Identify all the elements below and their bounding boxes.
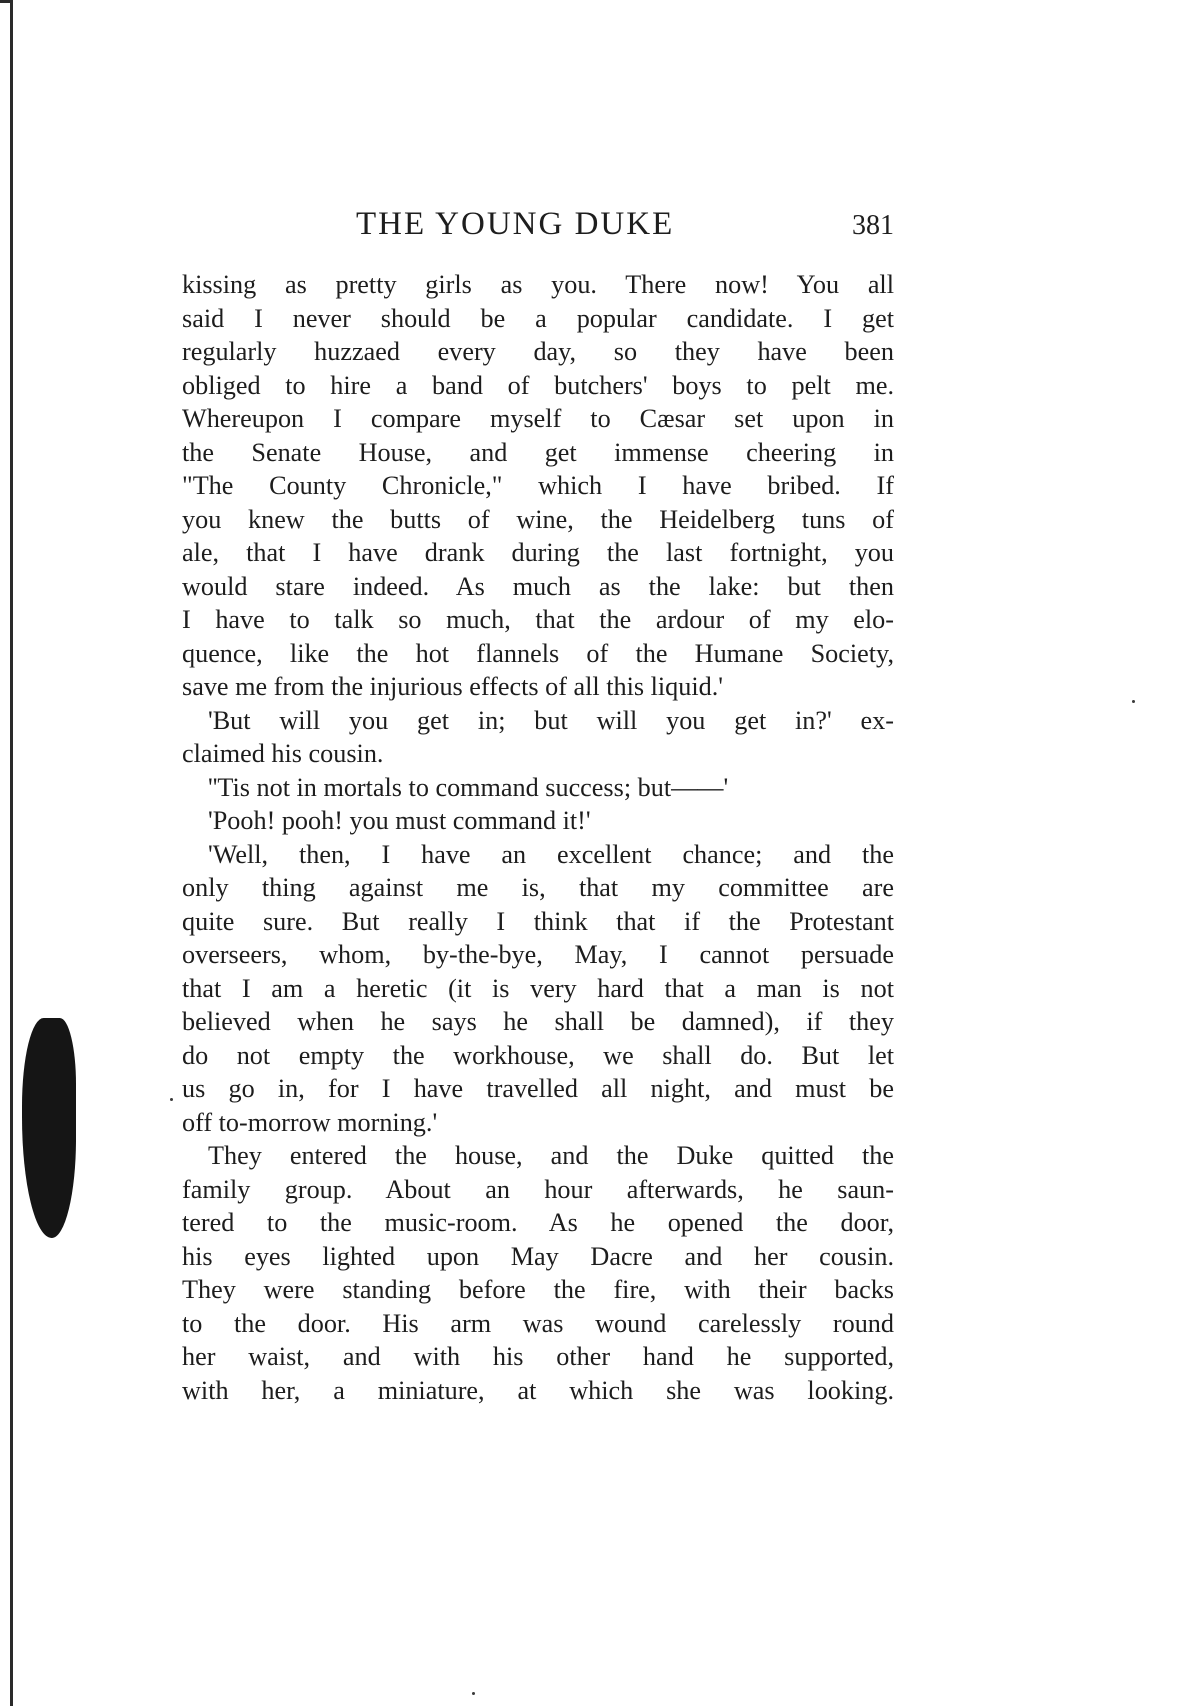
text-line: overseers, whom, by-the-bye, May, I cannot persuade: [182, 940, 894, 969]
text-line: said I never should be a popular candidate. I get: [182, 303, 894, 333]
page-number: 381: [852, 210, 894, 241]
text-line: to the door. His arm was wound carelessly round: [182, 1308, 894, 1338]
text-line: us go in, for I have travelled all night, and must be: [182, 1074, 894, 1103]
text-line: 'Pooh! pooh! you must command it!': [208, 806, 591, 835]
text-line: 'But will you get in; but will you get in?' ex-: [208, 705, 894, 735]
scan-speck: [1132, 700, 1135, 703]
text-line: quence, like the hot flannels of the Humane Society,: [182, 638, 894, 668]
text-line: 'Well, then, I have an excellent chance; and the: [208, 839, 894, 869]
text-line: with her, a miniature, at which she was looking.: [182, 1375, 894, 1405]
text-line: They entered the house, and the Duke quitted the: [208, 1141, 894, 1170]
text-line: only thing against me is, that my committee are: [182, 873, 894, 902]
text-line: They were standing before the fire, with their backs: [182, 1275, 894, 1304]
text-line: save me from the injurious effects of all this liquid.': [182, 672, 723, 701]
body-text: [182, 268, 894, 1407]
text-line: ale, that I have drank during the last fortnight, you: [182, 538, 894, 567]
scan-speck: [170, 1098, 173, 1101]
scan-shadow-mark: [22, 1018, 76, 1238]
text-line: would stare indeed. As much as the lake: but then: [182, 571, 894, 601]
text-line: you knew the butts of wine, the Heidelberg tuns of: [182, 504, 894, 534]
text-line: tered to the music-room. As he opened the door,: [182, 1208, 894, 1237]
text-line: obliged to hire a band of butchers' boys to pelt me.: [182, 370, 894, 400]
binding-edge-tick: [0, 0, 13, 3]
text-line: Whereupon I compare myself to Cæsar set upon in: [182, 404, 894, 433]
text-line: her waist, and with his other hand he supported,: [182, 1342, 894, 1371]
text-line: off to-morrow morning.': [182, 1107, 438, 1137]
binding-edge-line: [10, 0, 13, 1706]
text-line: the Senate House, and get immense cheering in: [182, 437, 894, 467]
running-title: THE YOUNG DUKE: [356, 206, 675, 242]
text-line: that I am a heretic (it is very hard that a man is not: [182, 973, 894, 1003]
text-line: do not empty the workhouse, we shall do. But let: [182, 1040, 894, 1070]
text-line: ''Tis not in mortals to command success; but——': [208, 772, 729, 802]
text-line: quite sure. But really I think that if the Protestant: [182, 906, 894, 936]
text-line: I have to talk so much, that the ardour of my elo-: [182, 605, 894, 634]
text-line: kissing as pretty girls as you. There now! You all: [182, 270, 894, 299]
text-line: claimed his cousin.: [182, 739, 384, 768]
text-line: "The County Chronicle," which I have bribed. If: [182, 471, 894, 500]
text-line: family group. About an hour afterwards, he saun-: [182, 1174, 894, 1204]
text-line: regularly huzzaed every day, so they have been: [182, 337, 894, 366]
text-line: believed when he says he shall be damned), if they: [182, 1007, 894, 1036]
page-header: [182, 206, 894, 246]
scan-speck: [472, 1692, 475, 1695]
text-line: his eyes lighted upon May Dacre and her cousin.: [182, 1241, 894, 1271]
